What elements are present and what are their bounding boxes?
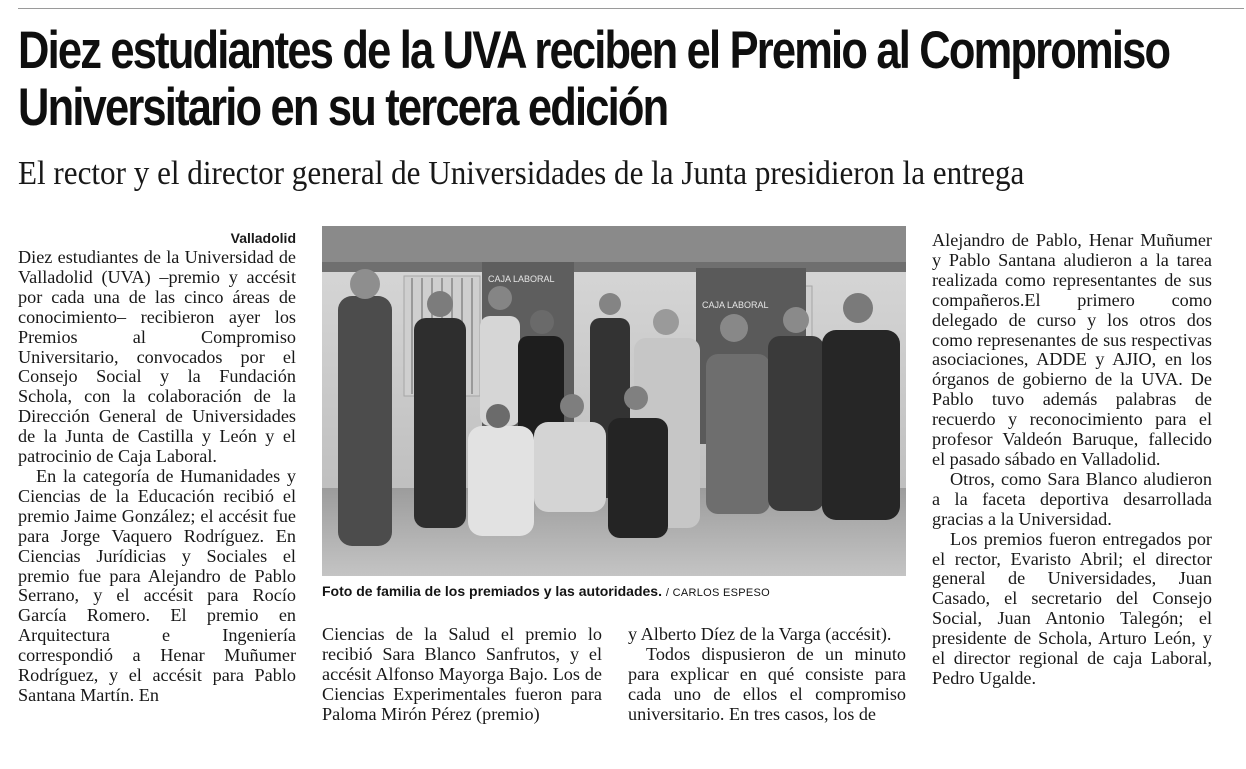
- photo-caption: [322, 582, 906, 602]
- subheadline: El rector y el director general de Universidades de la Junta presidieron la entrega: [18, 155, 1025, 192]
- paragraph-authorities: Los premios fueron entregados por el rector, Evaristo Abril; el director general de Universidades, Juan Casado, el secretario del Consejo Social, Juan Antonio Talegón; el presidente de Schola, Arturo León, y el director regional de caja Laboral, Pedro Ugalde.: [932, 528, 1212, 688]
- article-column-1: [18, 248, 296, 706]
- paragraph-sports: Otros, como Sara Blanco aludieron a la faceta deportiva desarrollada gracias a la Universidad.: [932, 468, 1212, 529]
- paragraph-minute-speech: Todos dispusieron de un minuto para explicar en qué consiste para cada uno de ellos el compromiso universitario. En tres casos, los de: [628, 643, 906, 724]
- article-column-3: [628, 625, 906, 725]
- paragraph-continuation: y Alberto Díez de la Varga (accésit).: [628, 624, 892, 644]
- banner-text-right: CAJA LABORAL: [702, 300, 769, 310]
- group-photo: [322, 226, 906, 576]
- caption-text: Foto de familia de los premiados y las autoridades.: [322, 583, 662, 599]
- banner-text-left: CAJA LABORAL: [488, 274, 555, 284]
- photo-credit: / CARLOS ESPESO: [665, 587, 771, 599]
- paragraph-representatives: Alejandro de Pablo, Henar Muñumer y Pablo Santana aludieron a la tarea realizada como representantes de sus compañeros.El primero como delegado de curso y los otros dos como represenantes de sus respectivas asociaciones, ADDE y AJIO, en los órganos de gobierno de la UVA. De Pablo tuvo además palabras de recuerdo y reconocimiento para el profesor Valdeón Baruque, fallecido el pasado sábado en Valladolid.: [932, 230, 1212, 469]
- article-column-2: [322, 625, 602, 725]
- article-column-4: [932, 231, 1212, 689]
- headline: Diez estudiantes de la UVA reciben el Premio al Compromiso Universitario en su tercera edición: [18, 21, 1170, 137]
- top-rule: [18, 8, 1244, 9]
- dateline: Valladolid: [230, 230, 296, 246]
- paragraph-categories: En la categoría de Humanidades y Ciencias de la Educación recibió el premio Jaime González; el accésit fue para Jorge Vaquero Rodríguez. En Ciencias Jurídicias y Sociales el premio fue para Alejandro de Pablo Serrano, y el accésit para Rocío García Romero. El premio en Arquitectura e Ingeniería correspondió a Henar Muñumer Rodríguez, y el accésit para Pablo Santana Martín. En: [18, 465, 296, 705]
- paragraph-lead: Diez estudiantes de la Universidad de Valladolid (UVA) –premio y accésit por cada una de las cinco áreas de conocimiento– recibieron ayer los Premios al Compromiso Universitario, convocados por el Consejo Social y la Fundación Schola, con la colaboración de la Dirección General de Universidades de la Junta de Castilla y León y el patrocinio de Caja Laboral.: [18, 247, 296, 467]
- paragraph-health-sciences: Ciencias de la Salud el premio lo recibió Sara Blanco Sanfrutos, y el accésit Alfonso Mayorga Bajo. Los de Ciencias Experimentales fueron para Paloma Mirón Pérez (premio): [322, 624, 602, 724]
